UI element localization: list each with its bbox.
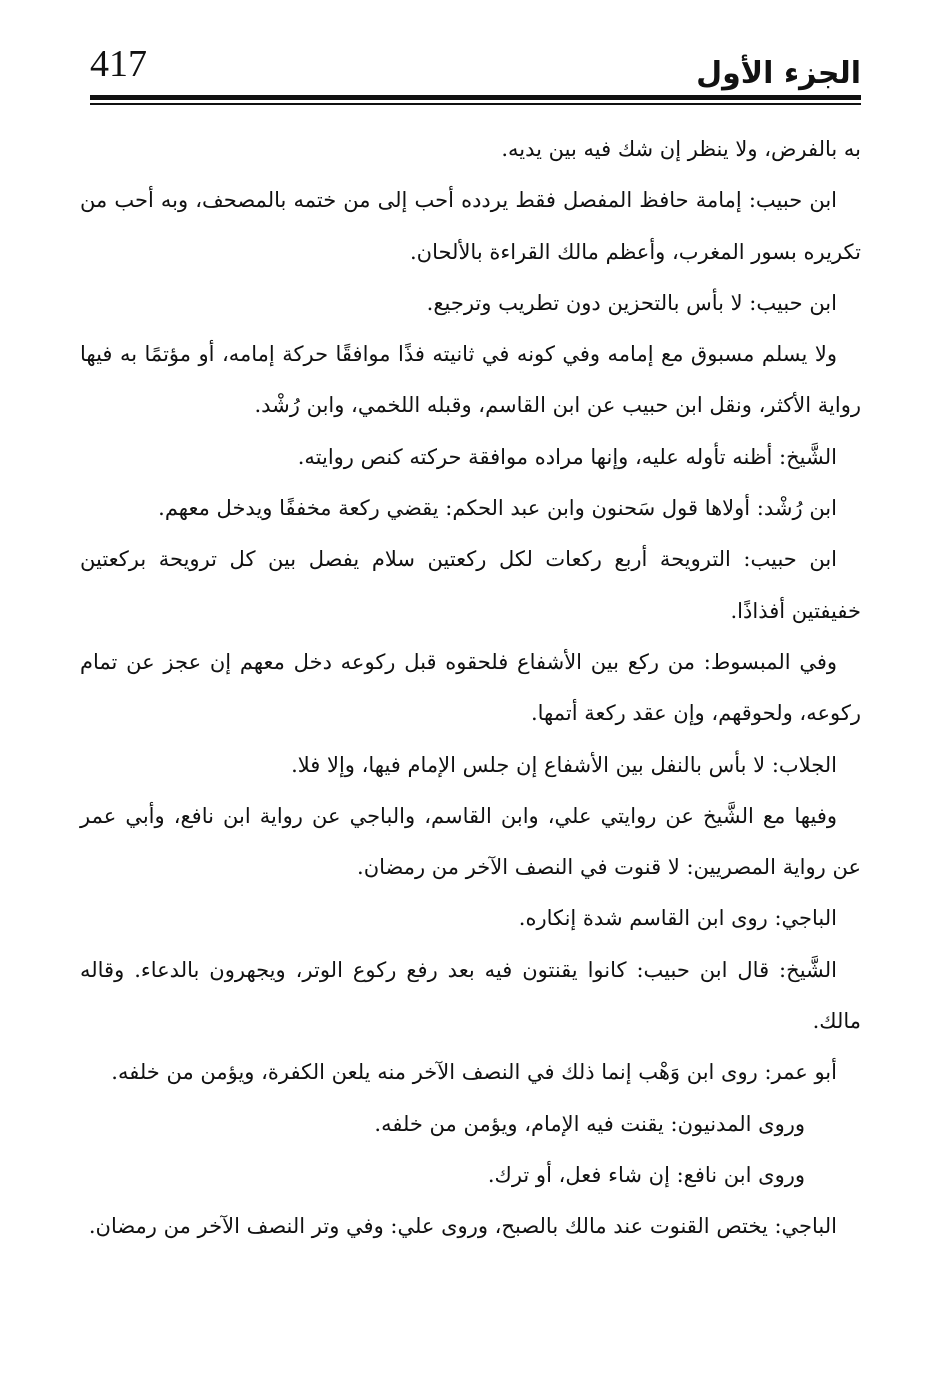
paragraph: الشَّيخ: قال ابن حبيب: كانوا يقنتون فيه بعد رفع ركوع الوتر، ويجهرون بالدعاء. وقاله مالك. — [80, 957, 861, 1034]
page-number: 417 — [90, 43, 147, 85]
body-text — [80, 124, 861, 1253]
paragraph: ابن حبيب: إمامة حافظ المفصل فقط يردده أحب إلى من ختمه بالمصحف، وبه أحب من تكريره بسور المغرب، وأعظم مالك القراءة بالألحان. — [80, 188, 861, 264]
header-rule-thick — [90, 95, 861, 100]
paragraph: ابن حبيب: الترويحة أربع ركعات لكل ركعتين سلام يفصل بين كل ترويحة بركعتين خفيفتين أفذاذًا. — [80, 547, 861, 623]
paragraph: ابن رُشْد: أولاها قول سَحنون وابن عبد الحكم: يقضي ركعة مخففًا ويدخل معهم. — [158, 496, 837, 521]
running-header-title: الجزء الأول — [696, 56, 861, 91]
paragraph: وروى المدنيون: يقنت فيه الإمام، ويؤمن من خلفه. — [374, 1111, 805, 1136]
paragraph: أبو عمر: روى ابن وَهْب إنما ذلك في النصف الآخر منه يلعن الكفرة، ويؤمن من خلفه. — [111, 1060, 837, 1085]
paragraph: وفي المبسوط: من ركع بين الأشفاع فلحقوه قبل ركوعه دخل معهم إن عجز عن تمام ركوعه، ولحوقهم، وإن عقد ركعة أتمها. — [80, 649, 861, 726]
paragraph: الجلاب: لا بأس بالنفل بين الأشفاع إن جلس الإمام فيها، وإلا فلا. — [291, 752, 837, 777]
paragraph: الباجي: يختص القنوت عند مالك بالصبح، وروى علي: وفي وتر النصف الآخر من رمضان. — [88, 1214, 837, 1239]
paragraph: الشَّيخ: أظنه تأوله عليه، وإنها مراده موافقة حركته كنص روايته. — [297, 444, 837, 469]
paragraph: ولا يسلم مسبوق مع إمامه وفي كونه في ثانيته فذًا موافقًا حركة إمامه، أو مؤتمًا به فيها رواية الأكثر، ونقل ابن حبيب عن ابن القاسم، وقبله اللخمي، وابن رُشْد. — [80, 342, 861, 418]
paragraph: به بالفرض، ولا ينظر إن شك فيه بين يديه. — [501, 137, 861, 161]
paragraph: الباجي: روى ابن القاسم شدة إنكاره. — [518, 906, 837, 931]
header-rule-thin — [90, 103, 861, 105]
paragraph: وفيها مع الشَّيخ عن روايتي علي، وابن القاسم، والباجي عن رواية ابن نافع، وأبي عمر عن رواية المصريين: لا قنوت في النصف الآخر من رمضان. — [80, 803, 861, 880]
paragraph: ابن حبيب: لا بأس بالتحزين دون تطريب وترجيع. — [426, 290, 837, 315]
paragraph: وروى ابن نافع: إن شاء فعل، أو ترك. — [487, 1162, 805, 1187]
